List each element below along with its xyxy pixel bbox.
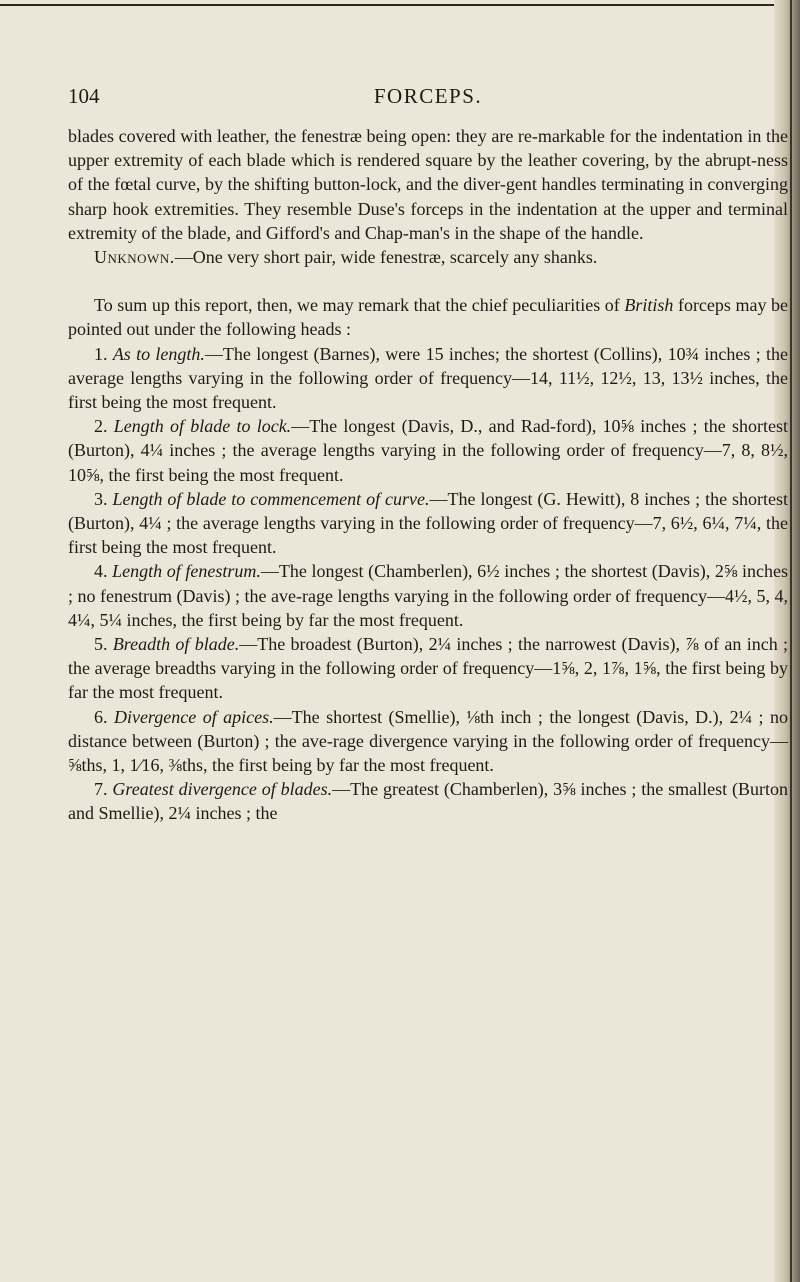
- list-item: [68, 487, 788, 560]
- page-edge-line: [790, 0, 792, 1282]
- summary-after: forceps may be pointed out under the following heads :: [68, 295, 789, 340]
- book-page: [68, 84, 788, 826]
- item-heading: Breadth of blade.: [112, 634, 240, 655]
- item-text: —The longest (Barnes), were 15 inches; the shortest (Collins), 10¾ inches ; the average lengths varying in the following order of frequency—14, 11½, 12½, 13, 13½ inches, the first being the most frequent.: [68, 343, 788, 413]
- page-header: [68, 84, 788, 116]
- summary-before: To sum up this report, then, we may remark that the chief peculiarities of: [94, 295, 625, 316]
- item-heading: Greatest divergence of blades.: [112, 779, 333, 800]
- item-heading: Length of fenestrum.: [112, 561, 261, 582]
- item-number: 2.: [94, 416, 108, 437]
- item-heading: As to length.: [112, 343, 205, 364]
- item-number: 1.: [94, 343, 108, 364]
- item-text: —The longest (Davis, D., and Rad-ford), 10⅝ inches ; the shortest (Burton), 4¼ inches ; the average lengths varying in the following order of frequency—7, 8, 8½, 10⅝, the first being the most frequent.: [68, 416, 788, 485]
- unknown-entry: [68, 245, 788, 269]
- list-item: [68, 632, 788, 705]
- item-number: 4.: [94, 561, 108, 582]
- list-item: [68, 777, 788, 825]
- list-item: [68, 559, 788, 632]
- unknown-text: —One very short pair, wide fenestræ, scarcely any shanks.: [174, 247, 598, 268]
- list-item: [68, 414, 788, 487]
- item-text: —The longest (Chamberlen), 6½ inches ; the shortest (Davis), 2⅝ inches ; no fenestrum (Davis) ; the ave-rage lengths varying in the following order of frequency—4½, 5, 4, 4¼, 5¼ inches, the first being by far the most frequent.: [68, 561, 788, 630]
- item-heading: Length of blade to lock.: [113, 416, 292, 437]
- item-number: 7.: [94, 779, 108, 800]
- section-gap: [68, 269, 788, 293]
- item-number: 5.: [94, 634, 108, 655]
- item-text: —The broadest (Burton), 2¼ inches ; the narrowest (Davis), ⅞ of an inch ; the average breadths varying in the following order of frequency—1⅝, 2, 1⅞, 1⅝, the first being by far the most frequent.: [68, 634, 789, 703]
- item-text: —The shortest (Smellie), ⅛th inch ; the longest (Davis, D.), 2¼ ; no distance between (Burton) ; the ave-rage divergence varying in the following order of frequency—⅝ths, 1, 1⁄16, ⅜ths, the first being by far the most frequent.: [68, 706, 788, 776]
- top-border-line: [0, 4, 800, 6]
- unknown-label: Unknown.: [94, 247, 175, 268]
- item-number: 3.: [94, 488, 108, 509]
- item-heading: Length of blade to commencement of curve.: [112, 488, 430, 509]
- item-text: —The greatest (Chamberlen), 3⅝ inches ; the smallest (Burton and Smellie), 2¼ inches ; the: [68, 779, 789, 824]
- running-title: FORCEPS.: [373, 84, 483, 108]
- summary-italic: British: [624, 295, 674, 316]
- item-text: —The longest (G. Hewitt), 8 inches ; the shortest (Burton), 4¼ ; the average lengths varying in the following order of frequency—7, 6½, 6¼, 7¼, the first being the most frequent.: [68, 488, 789, 558]
- summary-paragraph: [68, 293, 788, 341]
- intro-paragraph: blades covered with leather, the fenestræ being open: they are re-markable for the indentation in the upper extremity of each blade which is rendered square by the leather covering, by the abrupt-ness of the fœtal curve, by the shifting button-lock, and the diver-gent handles terminating in converging sharp hook extremities. They resemble Duse's forceps in the indentation at the upper and terminal extremity of the blade, and Gifford's and Chap-man's in the shape of the handle.: [68, 126, 788, 243]
- page-number: 104: [68, 84, 100, 108]
- item-number: 6.: [94, 706, 108, 727]
- list-item: [68, 342, 788, 415]
- list-item: [68, 705, 788, 778]
- item-heading: Divergence of apices.: [113, 706, 274, 727]
